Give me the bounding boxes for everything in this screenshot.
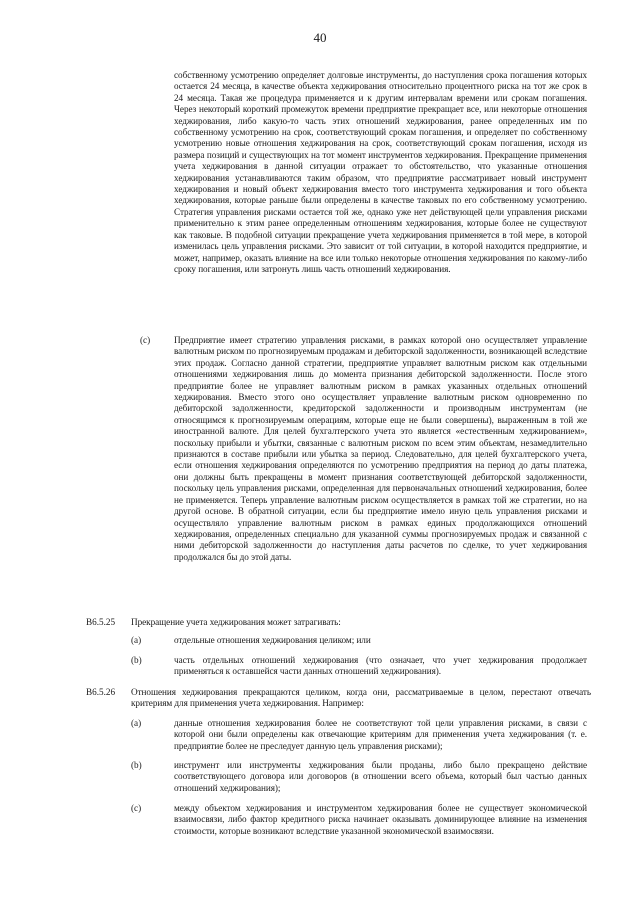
b6-5-26-item-c-text: между объектом хеджирования и инструментом хеджирования более не существует экономической взаимосвязи, либо фактор кредитного риска начинает оказывать доминирующее влияние на изменения стоимости, которые возникают вследствие указанной экономической взаимосвязи. <box>174 803 587 836</box>
item-c-label: (c) <box>140 335 151 345</box>
b6-5-26-item-b-label: (b) <box>131 760 142 770</box>
b6-5-25-item-a-text: отдельные отношения хеджирования целиком; или <box>174 635 371 645</box>
b6-5-26-item-b-text: инструмент или инструменты хеджирования были проданы, либо было прекращено действие соответствующего договора или договоров (в отношении всего объема, который был частью данных отношений хеджирования); <box>174 760 587 793</box>
paragraph-b6-5-26-number: B6.5.26 <box>86 687 116 697</box>
paragraph-b6-5-25-text: Прекращение учета хеджирования может затрагивать: <box>131 617 341 627</box>
b6-5-25-item-b-label: (b) <box>131 655 142 665</box>
paragraph-b6-5-25-number: B6.5.25 <box>86 617 116 627</box>
page-number: 40 <box>313 30 327 45</box>
item-c-text: Предприятие имеет стратегию управления рисками, в рамках которой оно осуществляет управление валютным риском по прогнозируемым продажам и дебиторской задолженности, возникающей вследствие этих продаж. Согласно данной стратегии, предприятие управляет валютным риском как отдельными отношениями хеджирования лишь до момента признания дебиторской задолженности. После этого предприятие более не управляет валютным риском в рамках указанных отдельных отношений хеджирования. Вместо этого оно осуществляет управление валютным риском одновременно по дебиторской задолженности, кредиторской задолженности и производным инструментам (не относящимся к прогнозируемым операциям, которые еще не были совершены), выраженным в той же иностранной валюте. Для целей бухгалтерского учета это является «естественным хеджированием», поскольку прибыли и убытки, связанные с валютным риском по всем этим объектам, незамедлительно признаются в составе прибыли или убытка за период. Следовательно, для целей бухгалтерского учета, если отношения хеджирования определяются по усмотрению предприятия на период до даты платежа, они должны быть прекращены в момент признания соответствующей дебиторской задолженности, поскольку цель управления рисками, определенная для первоначальных отношений хеджирования, более не применяется. Теперь управление валютным риском осуществляется в рамках той же стратегии, но на другой основе. В обратной ситуации, если бы предприятие имело иную цель управления рисками и осуществляло управление валютным риском в рамках единых продолжающихся отношений хеджирования, определенных специально для указанной суммы прогнозируемых продаж и связанной с ними дебиторской задолженности до наступления даты расчетов по сделке, то учет хеджирования продолжался бы до этой даты. <box>174 335 587 562</box>
b6-5-26-item-a-label: (a) <box>131 718 142 728</box>
b6-5-25-item-b-text: часть отдельных отношений хеджирования (что означает, что учет хеджирования продолжает применяться к оставшейся части данных отношений хеджирования). <box>174 655 587 677</box>
b6-5-26-item-a-text: данные отношения хеджирования более не соответствуют той цели управления рисками, в связи с которой они были определены как отвечающие критериям для применения учета хеджирования (т. е. предприятие более не преследует данную цель управления рисками); <box>174 718 587 751</box>
item-b-continuation: собственному усмотрению определяет долговые инструменты, до наступления срока погашения которых остается 24 месяца, в качестве объекта хеджирования относительно процентного риска на тот же срок в 24 месяца. Такая же процедура применяется и к другим интервалам времени или срокам погашения. Через некоторый короткий промежуток времени предприятие прекращает все, или некоторые отношения хеджирования, либо какую-то часть этих отношений хеджирования, ранее определенных им по собственному усмотрению на срок, соответствующий срокам погашения, и определяет по собственному усмотрению новые отношения хеджирования на срок, соответствующий срокам погашения, исходя из размера позиций и существующих на тот момент инструментов хеджирования. Прекращение применения учета хеджирования в данной ситуации отражает то обстоятельство, что указанные отношения хеджирования устанавливаются таким образом, что предприятие рассматривает новый инструмент хеджирования и новый объект хеджирования вместо того инструмента хеджирования и того объекта хеджирования, которые раньше были определены в качестве таковых по его собственному усмотрению. Стратегия управления рисками остается той же, однако уже нет действующей цели управления рисками применительно к этим ранее определенным отношениям хеджирования, которые более не существуют как таковые. В подобной ситуации прекращение учета хеджирования применяется в той мере, в которой изменилась цель управления рисками. Это зависит от той ситуации, в которой находится предприятие, и может, например, оказать влияние на все или только некоторые отношения хеджирования по какому-либо сроку погашения, или затронуть лишь часть отношений хеджирования. <box>174 70 587 274</box>
paragraph-b6-5-26-text: Отношения хеджирования прекращаются целиком, когда они, рассматриваемые в целом, перестают отвечать критериям для применения учета хеджирования. Например: <box>131 687 591 709</box>
b6-5-25-item-a-label: (a) <box>131 635 142 645</box>
b6-5-26-item-c-label: (c) <box>131 803 142 813</box>
